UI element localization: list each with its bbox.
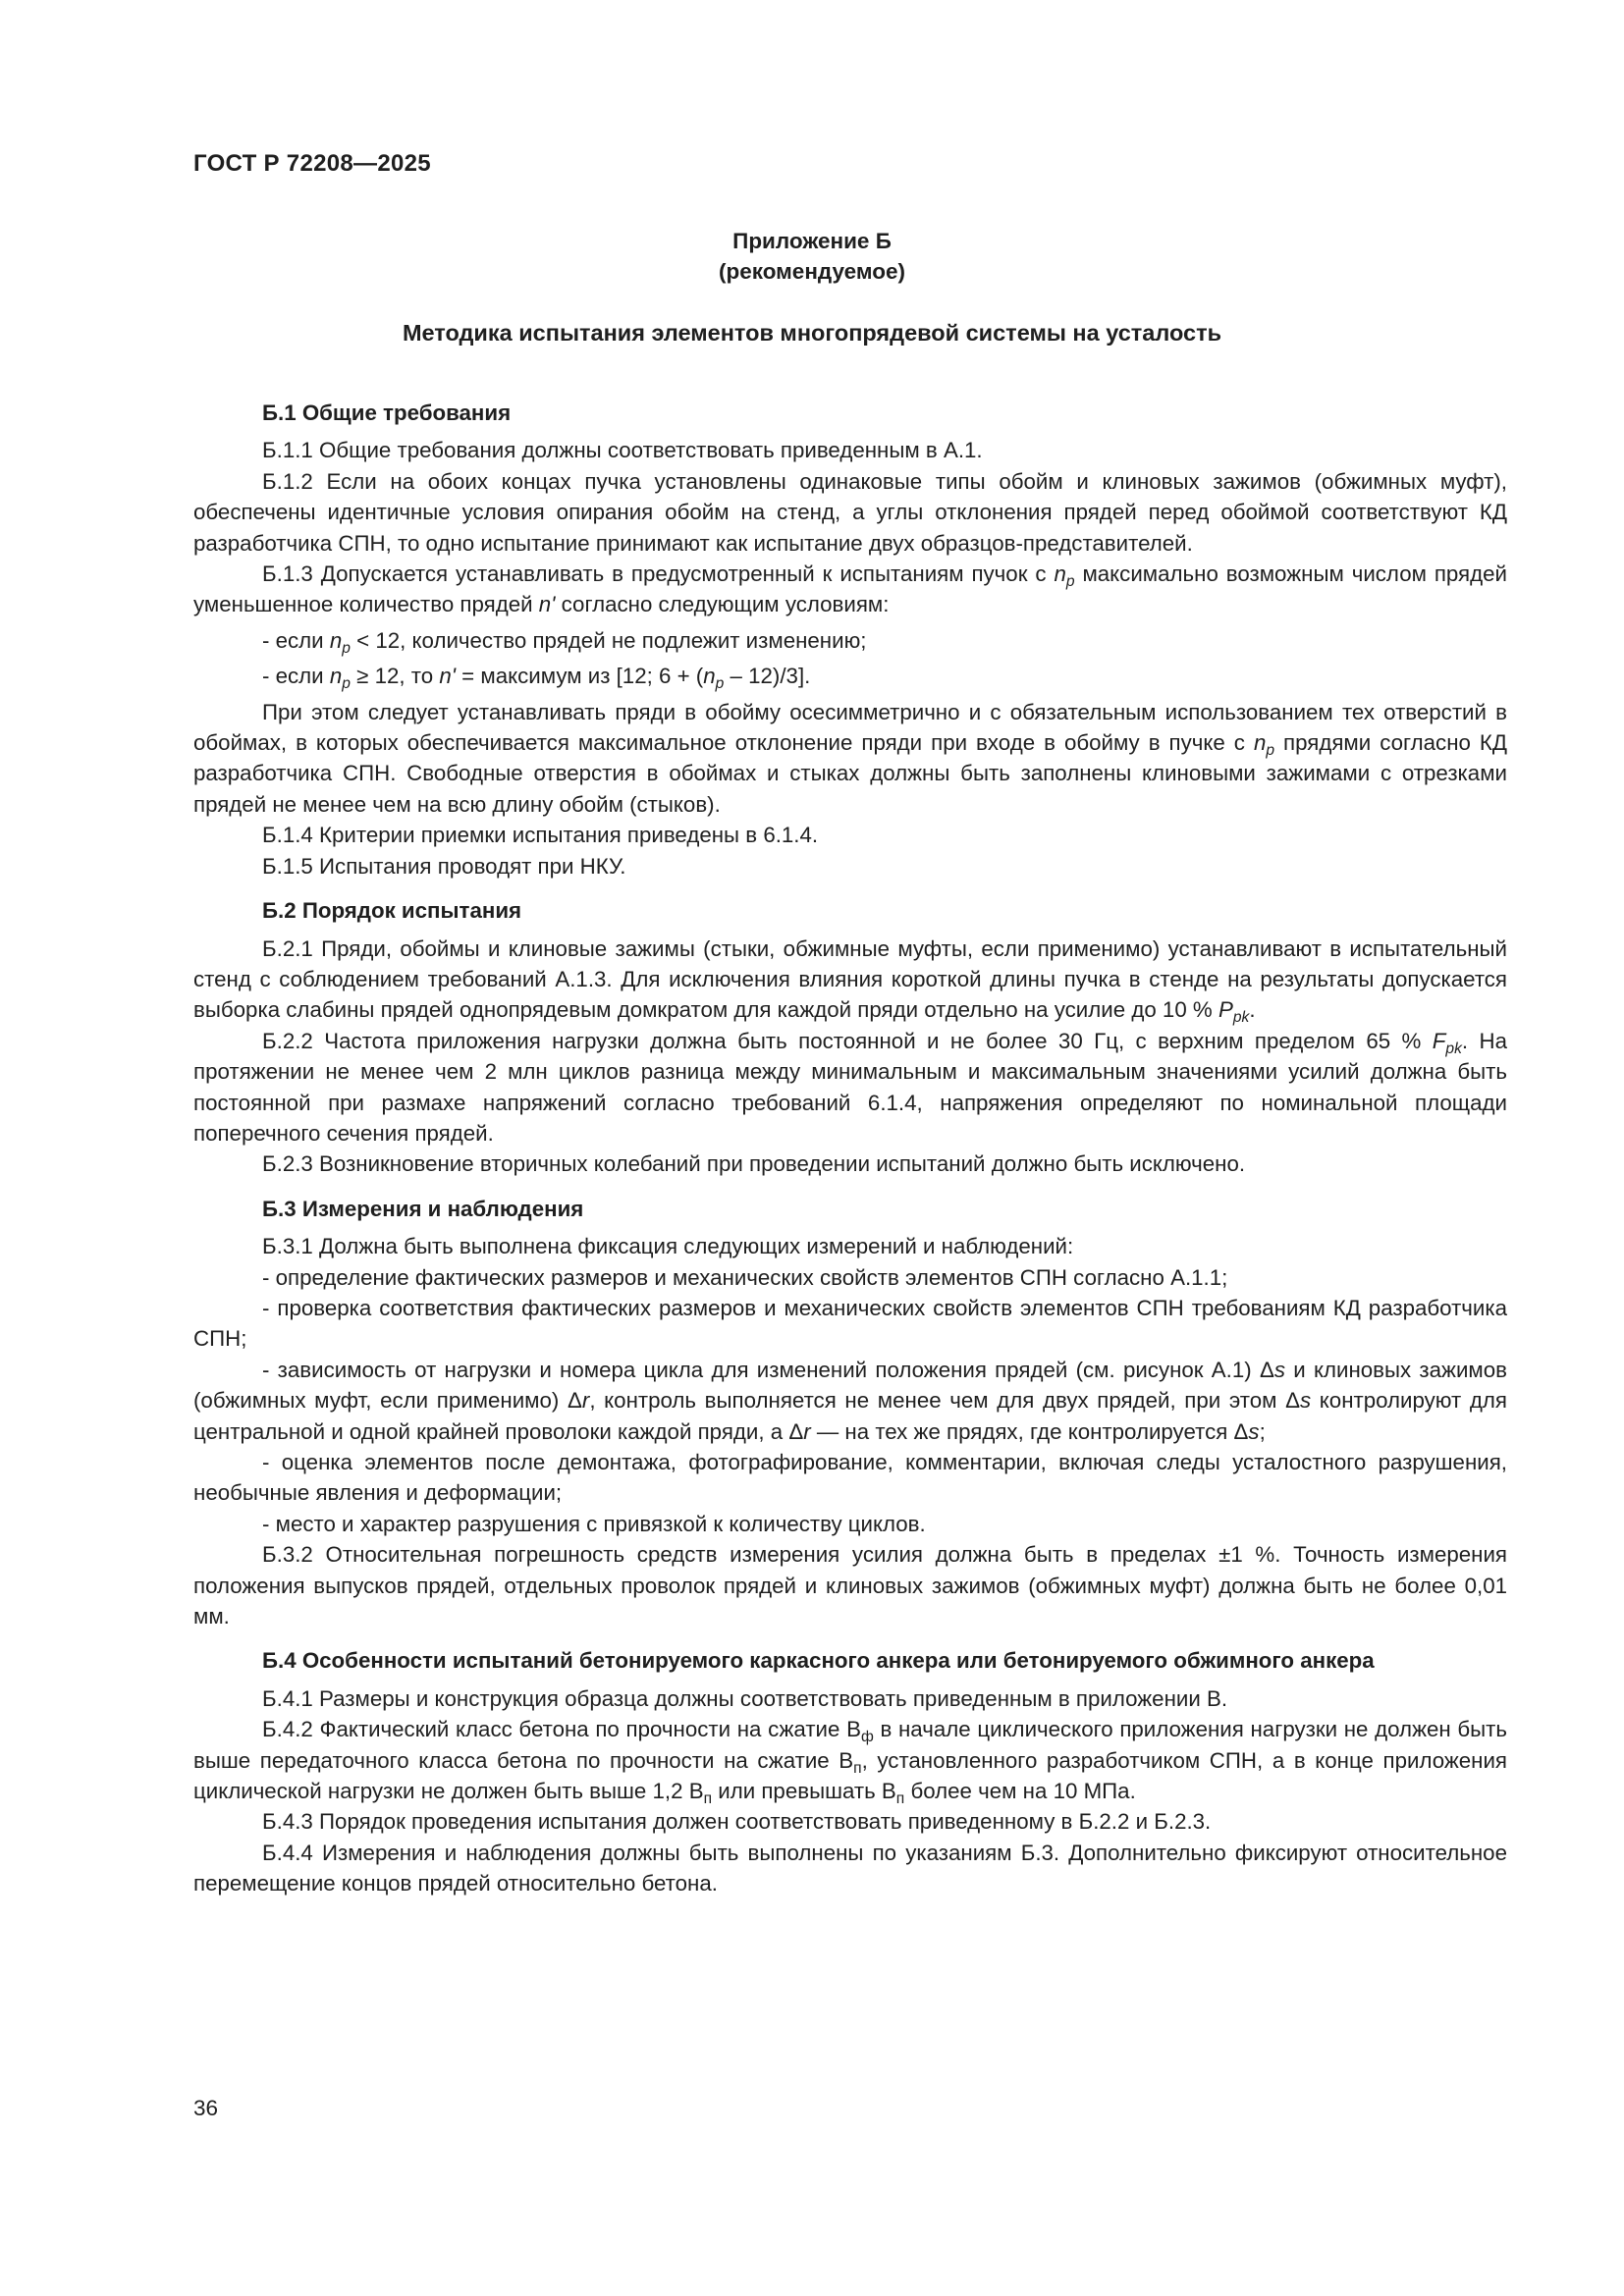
document-code: ГОСТ Р 72208—2025: [193, 150, 431, 177]
paragraph-b1-3: Б.1.3 Допускается устанавливать в предусмотренный к испытаниям пучок с $n_p$ максимально возможным числом прядей уменьшенное количество прядей n' согласно следующим условиям:: [193, 561, 1507, 617]
paragraph-b2-1: Б.2.1 Пряди, обоймы и клиновые зажимы (стыки, обжимные муфты, если применимо) устанавливают в испытательный стенд с соблюдением требований А.1.3. Для исключения влияния короткой длины пучка в стенде на результаты допускается выборка слабины прядей однопрядевым домкратом для каждой пряди отдельно на усилие до 10 % $P_{pk}$.: [193, 935, 1507, 1027]
paragraph-b1-5: Б.1.5 Испытания проводят при НКУ.: [262, 853, 626, 879]
paragraph-b4-4: Б.4.4 Измерения и наблюдения должны быть выполнены по указаниям Б.3. Дополнительно фиксируют относительное перемещение концов прядей относительно бетона.: [193, 1840, 1507, 1896]
paragraph-b4-3: Б.4.3 Порядок проведения испытания должен соответствовать приведенному в Б.2.2 и Б.2.3.: [262, 1809, 1212, 1835]
list-item-b3-4: - оценка элементов после демонтажа, фотографирование, комментарии, включая следы усталостного разрушения, необычные явления и деформации;: [193, 1450, 1507, 1506]
appendix-status: (рекомендуемое): [719, 259, 905, 284]
document-body: [193, 398, 1507, 1899]
paragraph-b4-2: Б.4.2 Фактический класс бетона по прочности на сжатие $В_ф$ в начале циклического приложения нагрузки не должен быть выше передаточного класса бетона по прочности на сжатие $В_п$, установленного разработчиком СПН, а в конце приложения циклической нагрузки не должен быть выше 1,2 $В_п$ или превышать $В_п$ более чем на 10 МПа.: [193, 1717, 1508, 1808]
paragraph-b3-2: Б.3.2 Относительная погрешность средств измерения усилия должна быть в пределах ±1 %. Точность измерения положения выпусков прядей, отдельных проволок прядей и клиновых зажимов (обжимных муфт) должна быть не более 0,01 мм.: [193, 1542, 1507, 1629]
page-number: 36: [193, 2096, 219, 2120]
paragraph-b1-3-note: При этом следует устанавливать пряди в обойму осесимметрично и с обязательным использованием тех отверстий в обоймах, в которых обеспечивается максимальное отклонение пряди при входе в обойму в пучке с $n_p$ прядями согласно КД разработчика СПН. Свободные отверстия в обоймах и стыках должны быть заполнены клиновыми зажимами с отрезками прядей не менее чем на всю длину обойм (стыков).: [193, 699, 1507, 817]
appendix-heading: Методика испытания элементов многопрядевой системы на усталость: [402, 320, 1222, 346]
paragraph-b1-2: Б.1.2 Если на обоих концах пучка установлены одинаковые типы обойм и клиновых зажимов (обжимных муфт), обеспечены идентичные условия опирания обойм на стенд, а углы отклонения прядей перед обоймой соответствуют КД разработчика СПН, то одно испытание принимают как испытание двух образцов-представителей.: [193, 468, 1507, 556]
condition-item-1: - если $n_p < 12$, количество прядей не подлежит изменению;: [262, 627, 867, 657]
section-heading-b2: Б.2 Порядок испытания: [262, 898, 522, 924]
section-heading-b4: Б.4 Особенности испытаний бетонируемого каркасного анкера или бетонируемого обжимного анкера: [262, 1648, 1375, 1674]
section-heading-b1: Б.1 Общие требования: [262, 400, 512, 425]
paragraph-b2-3: Б.2.3 Возникновение вторичных колебаний при проведении испытаний должно быть исключено.: [262, 1151, 1246, 1177]
section-heading-b3: Б.3 Измерения и наблюдения: [262, 1196, 584, 1221]
paragraph-b1-1: Б.1.1 Общие требования должны соответствовать приведенным в А.1.: [262, 438, 983, 463]
paragraph-b3-1: Б.3.1 Должна быть выполнена фиксация следующих измерений и наблюдений:: [262, 1234, 1074, 1259]
paragraph-b2-2: Б.2.2 Частота приложения нагрузки должна быть постоянной и не более 30 Гц, с верхним пределом 65 % $F_{pk}$. На протяжении не менее чем 2 млн циклов разница между минимальным и максимальным значениями усилий должна быть постоянной при размахе напряжений согласно требований 6.1.4, напряжения определяют по номинальной площади поперечного сечения прядей.: [193, 1028, 1507, 1146]
paragraph-b4-1: Б.4.1 Размеры и конструкция образца должны соответствовать приведенным в приложении В.: [262, 1685, 1228, 1711]
list-item-b3-5: - место и характер разрушения с привязкой к количеству циклов.: [262, 1511, 926, 1536]
list-item-b3-2: - проверка соответствия фактических размеров и механических свойств элементов СПН требованиям КД разработчика СПН;: [193, 1295, 1507, 1352]
list-item-b3-1: - определение фактических размеров и механических свойств элементов СПН согласно А.1.1;: [262, 1264, 1228, 1290]
appendix-title: Приложение Б: [732, 229, 892, 253]
condition-item-2: - если $n_p \ge 12$, то n' = максимум из [12; $6 + (n_p - 12)/3$].: [262, 664, 811, 693]
paragraph-b1-4: Б.1.4 Критерии приемки испытания приведены в 6.1.4.: [262, 823, 819, 848]
list-item-b3-3: - зависимость от нагрузки и номера цикла для изменений положения прядей (см. рисунок А.1) Δs и клиновых зажимов (обжимных муфт, если применимо) Δr, контроль выполняется не менее чем для двух прядей, при этом Δs контролируют для центральной и одной крайней проволоки каждой пряди, а Δr — на тех же прядях, где контролируется Δs;: [193, 1357, 1507, 1444]
